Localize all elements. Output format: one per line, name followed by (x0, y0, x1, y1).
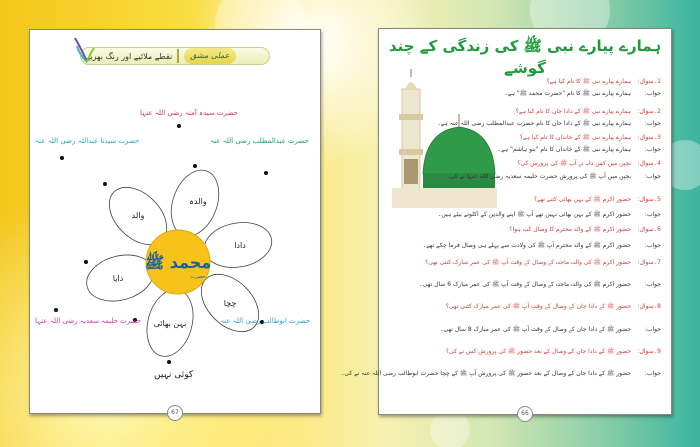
label-abdullah: حضرت سیدنا عبداللہ رضی اللہ عنہ (35, 137, 140, 145)
question-1: 1۔سوال: ہمارے پیارے نبی ﷺ کا نام کیا ہے؟ (546, 78, 661, 85)
question-7: 7۔سوال: حضور اکرم ﷺ کی والدہ ماجدہ کے وصال کے وقت آپ ﷺ کی عمر مبارک کتنی تھی؟ (425, 259, 661, 266)
petal-label-uncle: چچا (223, 299, 237, 308)
answer-1: جواب: ہمارے پیارے نبی ﷺ کا نام "حضرت محمد ﷺ" ہے۔ (504, 90, 661, 97)
activity-banner (80, 47, 270, 65)
center-name: محمد ﷺ (144, 253, 212, 272)
right-page-qa (340, 28, 672, 417)
question-3: 3۔سوال: ہمارے پیارے نبی ﷺ کے خاندان کا نام کیا ہے؟ (519, 134, 661, 141)
question-8: 8۔سوال: حضور ﷺ کے دادا جان کے وصال کے وقت آپ ﷺ کی عمر مبارک کتنی تھی؟ (445, 303, 661, 310)
label-amina: حضرت سیدہ آمنہ رضی اللہ عنہا (140, 109, 238, 117)
label-abdul-muttalib: حضرت عبدالمطلب رضی اللہ عنہ (210, 137, 309, 145)
answer-2: جواب: ہمارے پیارے نبی ﷺ کے دادا جان کا نام حضرت عبدالمطلب رضی اللہ عنہ ہے۔ (437, 120, 661, 127)
petal-label-mother: والدہ (189, 197, 207, 206)
label-none: کوئی نہیں (154, 370, 194, 380)
answer-9: جواب: حضور ﷺ کے دادا جان کے وصال کے بعد حضور ﷺ کی پرورش آپ ﷺ کے چچا حضرت ابوطالب رضی اللہ عنہ نے کی۔ (340, 370, 661, 377)
answer-5: جواب: حضور اکرم ﷺ کے بہن بھائی نہیں تھے آپ ﷺ اپنے والدین کے اکلوتے بیٹے ہیں۔ (437, 211, 661, 218)
left-page-worksheet (29, 29, 321, 414)
petal-label-nurse: دایا (112, 274, 124, 283)
answer-6: جواب: حضور اکرم ﷺ کے والد محترم آپ ﷺ کی ولادت سے پہلے ہی وصال فرما چکے تھے۔ (422, 242, 661, 249)
activity-instruction: نقطے ملائیے اور رنگ بھریے۔ (81, 51, 173, 61)
label-abu-talib: حضرت ابوطالب رضی اللہ عنہ (220, 317, 311, 325)
answer-7: جواب: حضور اکرم ﷺ کی والدہ ماجدہ کے وصال کے وقت آپ ﷺ کی عمر مبارک 6 سال تھی۔ (419, 281, 661, 288)
question-5: 5۔سوال: حضور اکرم ﷺ کے بہن بھائی کتنے تھے؟ (533, 196, 661, 203)
question-4: 4۔سوال: بچپن میں کس دایہ نے آپ ﷺ کی پرورش کی؟ (517, 160, 661, 167)
background-bokeh (430, 410, 470, 447)
question-9: 9۔سوال: حضور ﷺ کے دادا جان کے وصال کے بعد حضور ﷺ کی پرورش کس نے کی؟ (445, 348, 661, 355)
page-title: ہمارے پیارے نبی ﷺ کی زندگی کے چند گوشے (388, 37, 662, 77)
question-6: 6۔سوال: حضور اکرم ﷺ کے والد محترم کا وصال کب ہوا؟ (509, 226, 661, 233)
center-prefix: حضرت (190, 274, 206, 280)
label-halima: حضرت حلیمہ سعدیہ رضی اللہ عنہا (35, 317, 142, 325)
petal-label-grandfather: دادا (234, 241, 246, 250)
activity-tag: عملی مشق (184, 48, 235, 64)
dot (177, 124, 181, 128)
question-2: 2۔سوال: ہمارے پیارے نبی ﷺ کے دادا جان کا نام کیا ہے؟ (515, 108, 661, 115)
dot (60, 156, 64, 160)
page-number: 67 (167, 405, 183, 421)
page-number: 66 (517, 406, 533, 422)
petal-label-siblings: بہن بھائی (153, 319, 187, 328)
divider (177, 49, 179, 63)
answer-3: جواب: ہمارے پیارے نبی ﷺ کے خاندان کا نام "بنو ہاشم" ہے۔ (497, 146, 661, 153)
petal-label-father: والد (131, 211, 145, 220)
answer-4: جواب: بچپن میں آپ ﷺ کی پرورش حضرت حلیمہ سعدیہ رضی اللہ عنہا نے کی۔ (446, 173, 661, 180)
green-dome-mosque-image (387, 69, 497, 224)
dot (54, 308, 58, 312)
quill-icon (73, 36, 95, 66)
flower-diagram (70, 148, 290, 368)
answer-8: جواب: حضور ﷺ کے دادا جان کے وصال کے وقت آپ ﷺ کی عمر مبارک 8 سال تھی۔ (439, 326, 661, 333)
